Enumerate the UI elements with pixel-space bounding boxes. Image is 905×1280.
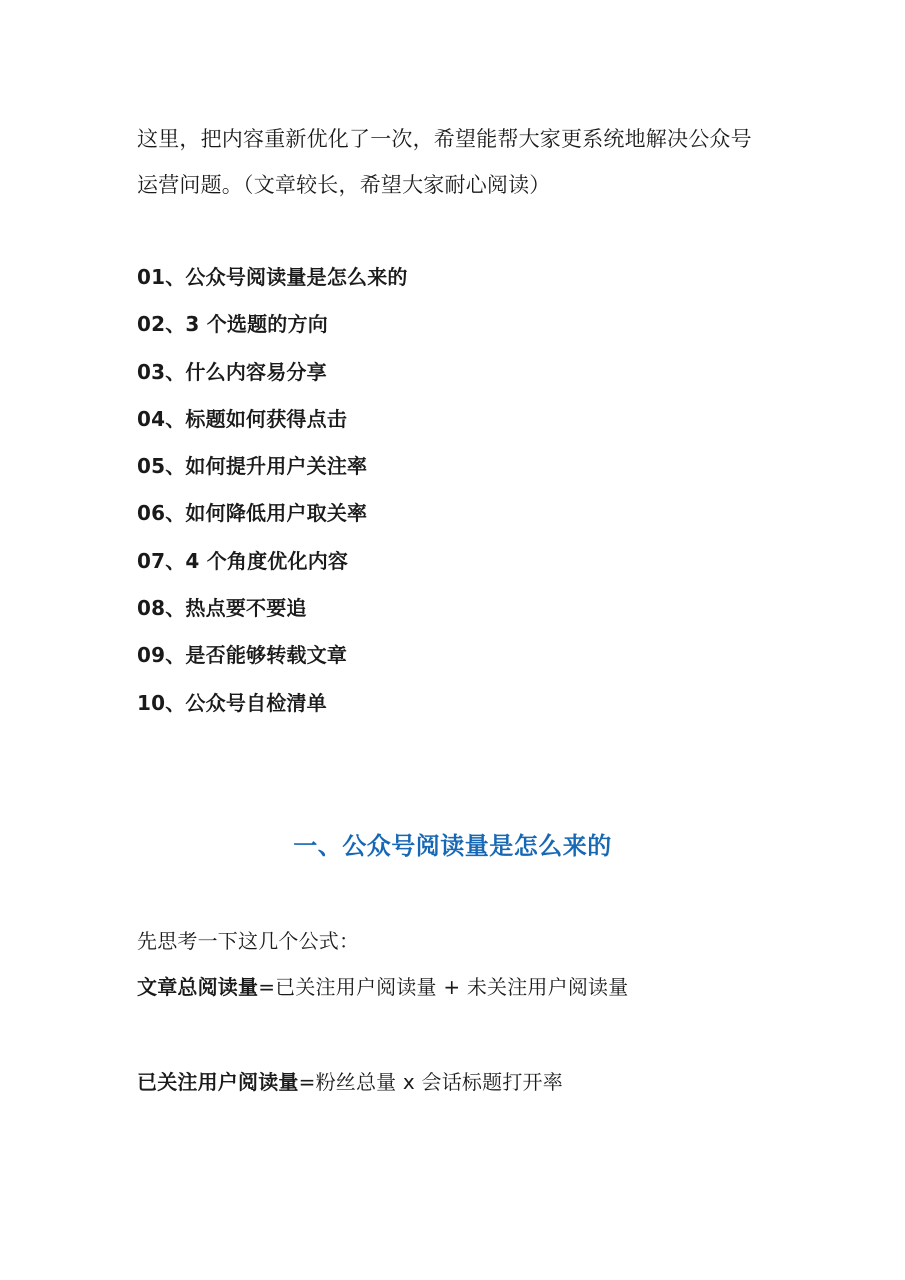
- toc-item-06: 06、如何降低用户取关率: [137, 501, 368, 526]
- formula-definition-total-reads: =已关注用户阅读量 + 未关注用户阅读量: [258, 975, 629, 999]
- formula-total-reads: [137, 971, 628, 1003]
- table-of-contents: [137, 261, 408, 734]
- toc-item-09: 09、是否能够转载文章: [137, 643, 348, 668]
- intro-line-2: 运营问题。（文章较长，希望大家耐心阅读）: [137, 173, 551, 197]
- formula-prompt: 先思考一下这几个公式：: [137, 929, 360, 953]
- toc-item-04: 04、标题如何获得点击: [137, 406, 348, 431]
- toc-item-03: 03、什么内容易分享: [137, 359, 327, 384]
- toc-item-01: 01、公众号阅读量是怎么来的: [137, 265, 408, 289]
- intro-line-1: 这里，把内容重新优化了一次，希望能帮大家更系统地解决公众号: [137, 127, 752, 151]
- formula-term-follower-reads: 已关注用户阅读量: [137, 1070, 299, 1094]
- toc-item-02: 02、3 个选题的方向: [137, 312, 328, 337]
- intro-paragraph: [137, 116, 797, 208]
- toc-item-10: 10、公众号自检清单: [137, 690, 327, 715]
- toc-item-05: 05、如何提升用户关注率: [137, 454, 368, 479]
- toc-item-08: 08、热点要不要追: [137, 596, 307, 621]
- formula-term-total-reads: 文章总阅读量: [137, 975, 259, 999]
- section-heading: 一、公众号阅读量是怎么来的: [293, 832, 612, 860]
- formula-definition-follower-reads: =粉丝总量 x 会话标题打开率: [298, 1070, 563, 1094]
- formula-follower-reads: [137, 1066, 563, 1098]
- toc-item-07: 07、4 个角度优化内容: [137, 548, 349, 573]
